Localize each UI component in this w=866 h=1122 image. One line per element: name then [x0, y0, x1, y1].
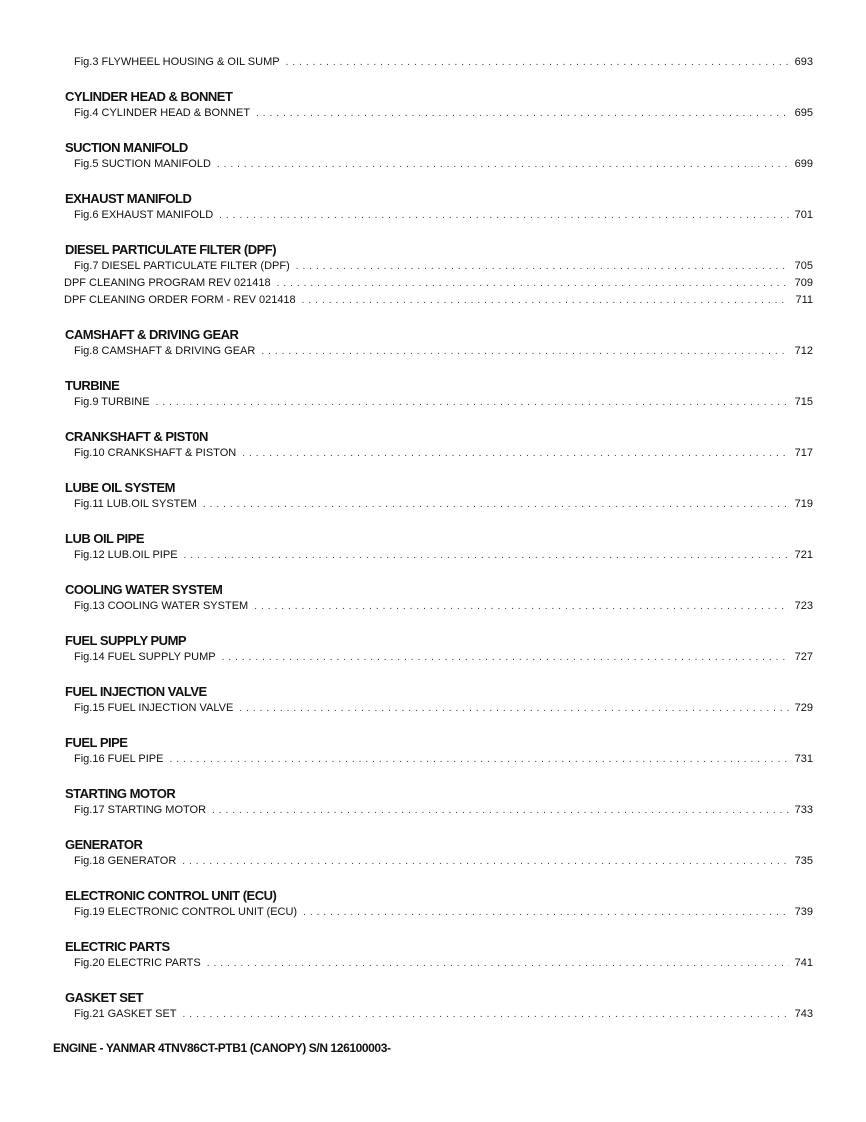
toc-entry-page-number: 733	[794, 804, 813, 816]
toc-entry-page-number: 739	[794, 906, 813, 918]
toc-entry-page-number: 709	[794, 277, 813, 289]
section-heading: FUEL INJECTION VALVE	[65, 684, 207, 699]
page-footer: ENGINE - YANMAR 4TNV86CT-PTB1 (CANOPY) S/N 126100003-	[53, 1041, 391, 1055]
section-heading: GENERATOR	[65, 837, 143, 852]
toc-entry[interactable]	[74, 854, 813, 868]
toc-entry-page-number: 712	[794, 345, 813, 357]
dot-leader	[217, 157, 789, 171]
toc-entry-label: Fig.16 FUEL PIPE	[74, 753, 164, 765]
toc-entry-page-number: 731	[794, 753, 813, 765]
toc-entry-label: Fig.19 ELECTRONIC CONTROL UNIT (ECU)	[74, 906, 298, 918]
dot-leader	[302, 293, 790, 307]
toc-entry-page-number: 727	[794, 651, 813, 663]
toc-entry-label: Fig.11 LUB.OIL SYSTEM	[74, 498, 197, 510]
section-heading: CAMSHAFT & DRIVING GEAR	[65, 327, 239, 342]
toc-entry-page-number: 741	[794, 957, 813, 969]
section-heading: ELECTRIC PARTS	[65, 939, 170, 954]
toc-entry-page-number: 711	[795, 294, 813, 306]
toc-entry-page-number: 715	[794, 396, 813, 408]
toc-entry-label: Fig.3 FLYWHEEL HOUSING & OIL SUMP	[74, 56, 280, 68]
section-heading: CRANKSHAFT & PIST0N	[65, 429, 208, 444]
toc-entry-label: Fig.21 GASKET SET	[74, 1008, 177, 1020]
toc-entry[interactable]	[74, 905, 813, 919]
dot-leader	[296, 259, 789, 273]
toc-entry[interactable]	[74, 55, 813, 69]
toc-entry[interactable]	[64, 293, 813, 307]
toc-entry-label: DPF CLEANING ORDER FORM - REV 021418	[64, 294, 296, 306]
toc-entry-page-number: 735	[794, 855, 813, 867]
toc-entry-label: Fig.14 FUEL SUPPLY PUMP	[74, 651, 216, 663]
section-heading: LUBE OIL SYSTEM	[65, 480, 175, 495]
toc-entry-label: DPF CLEANING PROGRAM REV 021418	[64, 277, 271, 289]
section-heading: CYLINDER HEAD & BONNET	[65, 89, 233, 104]
section-heading: SUCTION MANIFOLD	[65, 140, 188, 155]
toc-entry[interactable]	[74, 497, 813, 511]
dot-leader	[156, 395, 789, 409]
toc-entry-page-number: 723	[794, 600, 813, 612]
toc-entry[interactable]	[74, 548, 813, 562]
dot-leader	[242, 446, 788, 460]
section-heading: FUEL PIPE	[65, 735, 128, 750]
dot-leader	[277, 276, 789, 290]
section-heading: STARTING MOTOR	[65, 786, 176, 801]
dot-leader	[254, 599, 788, 613]
toc-entry[interactable]	[74, 650, 813, 664]
toc-entry-label: Fig.4 CYLINDER HEAD & BONNET	[74, 107, 251, 119]
dot-leader	[203, 497, 789, 511]
toc-entry-page-number: 717	[794, 447, 813, 459]
toc-entry[interactable]	[74, 446, 813, 460]
toc-entry-label: Fig.8 CAMSHAFT & DRIVING GEAR	[74, 345, 256, 357]
section-heading: LUB OIL PIPE	[65, 531, 144, 546]
toc-entry-page-number: 729	[794, 702, 813, 714]
toc-entry-page-number: 699	[794, 158, 813, 170]
dot-leader	[239, 701, 788, 715]
section-heading: ELECTRONIC CONTROL UNIT (ECU)	[65, 888, 277, 903]
toc-entry[interactable]	[74, 752, 813, 766]
toc-entry-label: Fig.9 TURBINE	[74, 396, 150, 408]
dot-leader	[212, 803, 789, 817]
toc-entry-label: Fig.18 GENERATOR	[74, 855, 177, 867]
dot-leader	[286, 55, 789, 69]
toc-entry-page-number: 695	[794, 107, 813, 119]
dot-leader	[182, 854, 788, 868]
toc-entry[interactable]	[74, 803, 813, 817]
toc-entry-label: Fig.7 DIESEL PARTICULATE FILTER (DPF)	[74, 260, 290, 272]
toc-entry-label: Fig.12 LUB.OIL PIPE	[74, 549, 178, 561]
toc-entry[interactable]	[64, 276, 813, 290]
toc-entry[interactable]	[74, 956, 813, 970]
toc-entry-label: Fig.10 CRANKSHAFT & PISTON	[74, 447, 237, 459]
toc-entry-page-number: 721	[794, 549, 813, 561]
toc-entry[interactable]	[74, 157, 813, 171]
toc-entry[interactable]	[74, 599, 813, 613]
toc-entry-page-number: 705	[794, 260, 813, 272]
dot-leader	[261, 344, 788, 358]
toc-entry-label: Fig.17 STARTING MOTOR	[74, 804, 207, 816]
toc-entry-page-number: 743	[794, 1008, 813, 1020]
dot-leader	[183, 1007, 789, 1021]
toc-entry-label: Fig.6 EXHAUST MANIFOLD	[74, 209, 214, 221]
section-heading: EXHAUST MANIFOLD	[65, 191, 192, 206]
toc-entry-page-number: 693	[794, 56, 813, 68]
toc-entry[interactable]	[74, 344, 813, 358]
toc-entry-label: Fig.5 SUCTION MANIFOLD	[74, 158, 211, 170]
dot-leader	[169, 752, 788, 766]
section-heading: COOLING WATER SYSTEM	[65, 582, 223, 597]
dot-leader	[303, 905, 789, 919]
toc-entry-label: Fig.15 FUEL INJECTION VALVE	[74, 702, 234, 714]
section-heading: DIESEL PARTICULATE FILTER (DPF)	[65, 242, 277, 257]
toc-entry[interactable]	[74, 208, 813, 222]
toc-entry[interactable]	[74, 1007, 813, 1021]
dot-leader	[207, 956, 789, 970]
toc-entry[interactable]	[74, 259, 813, 273]
section-heading: TURBINE	[65, 378, 120, 393]
dot-leader	[222, 650, 789, 664]
section-heading: GASKET SET	[65, 990, 144, 1005]
toc-entry-label: Fig.13 COOLING WATER SYSTEM	[74, 600, 249, 612]
toc-entry-page-number: 719	[794, 498, 813, 510]
toc-entry[interactable]	[74, 701, 813, 715]
section-heading: FUEL SUPPLY PUMP	[65, 633, 187, 648]
toc-entry-page-number: 701	[794, 209, 813, 221]
toc-entry-label: Fig.20 ELECTRIC PARTS	[74, 957, 201, 969]
toc-entry[interactable]	[74, 395, 813, 409]
dot-leader	[184, 548, 789, 562]
toc-entry[interactable]	[74, 106, 813, 120]
dot-leader	[256, 106, 789, 120]
dot-leader	[219, 208, 788, 222]
